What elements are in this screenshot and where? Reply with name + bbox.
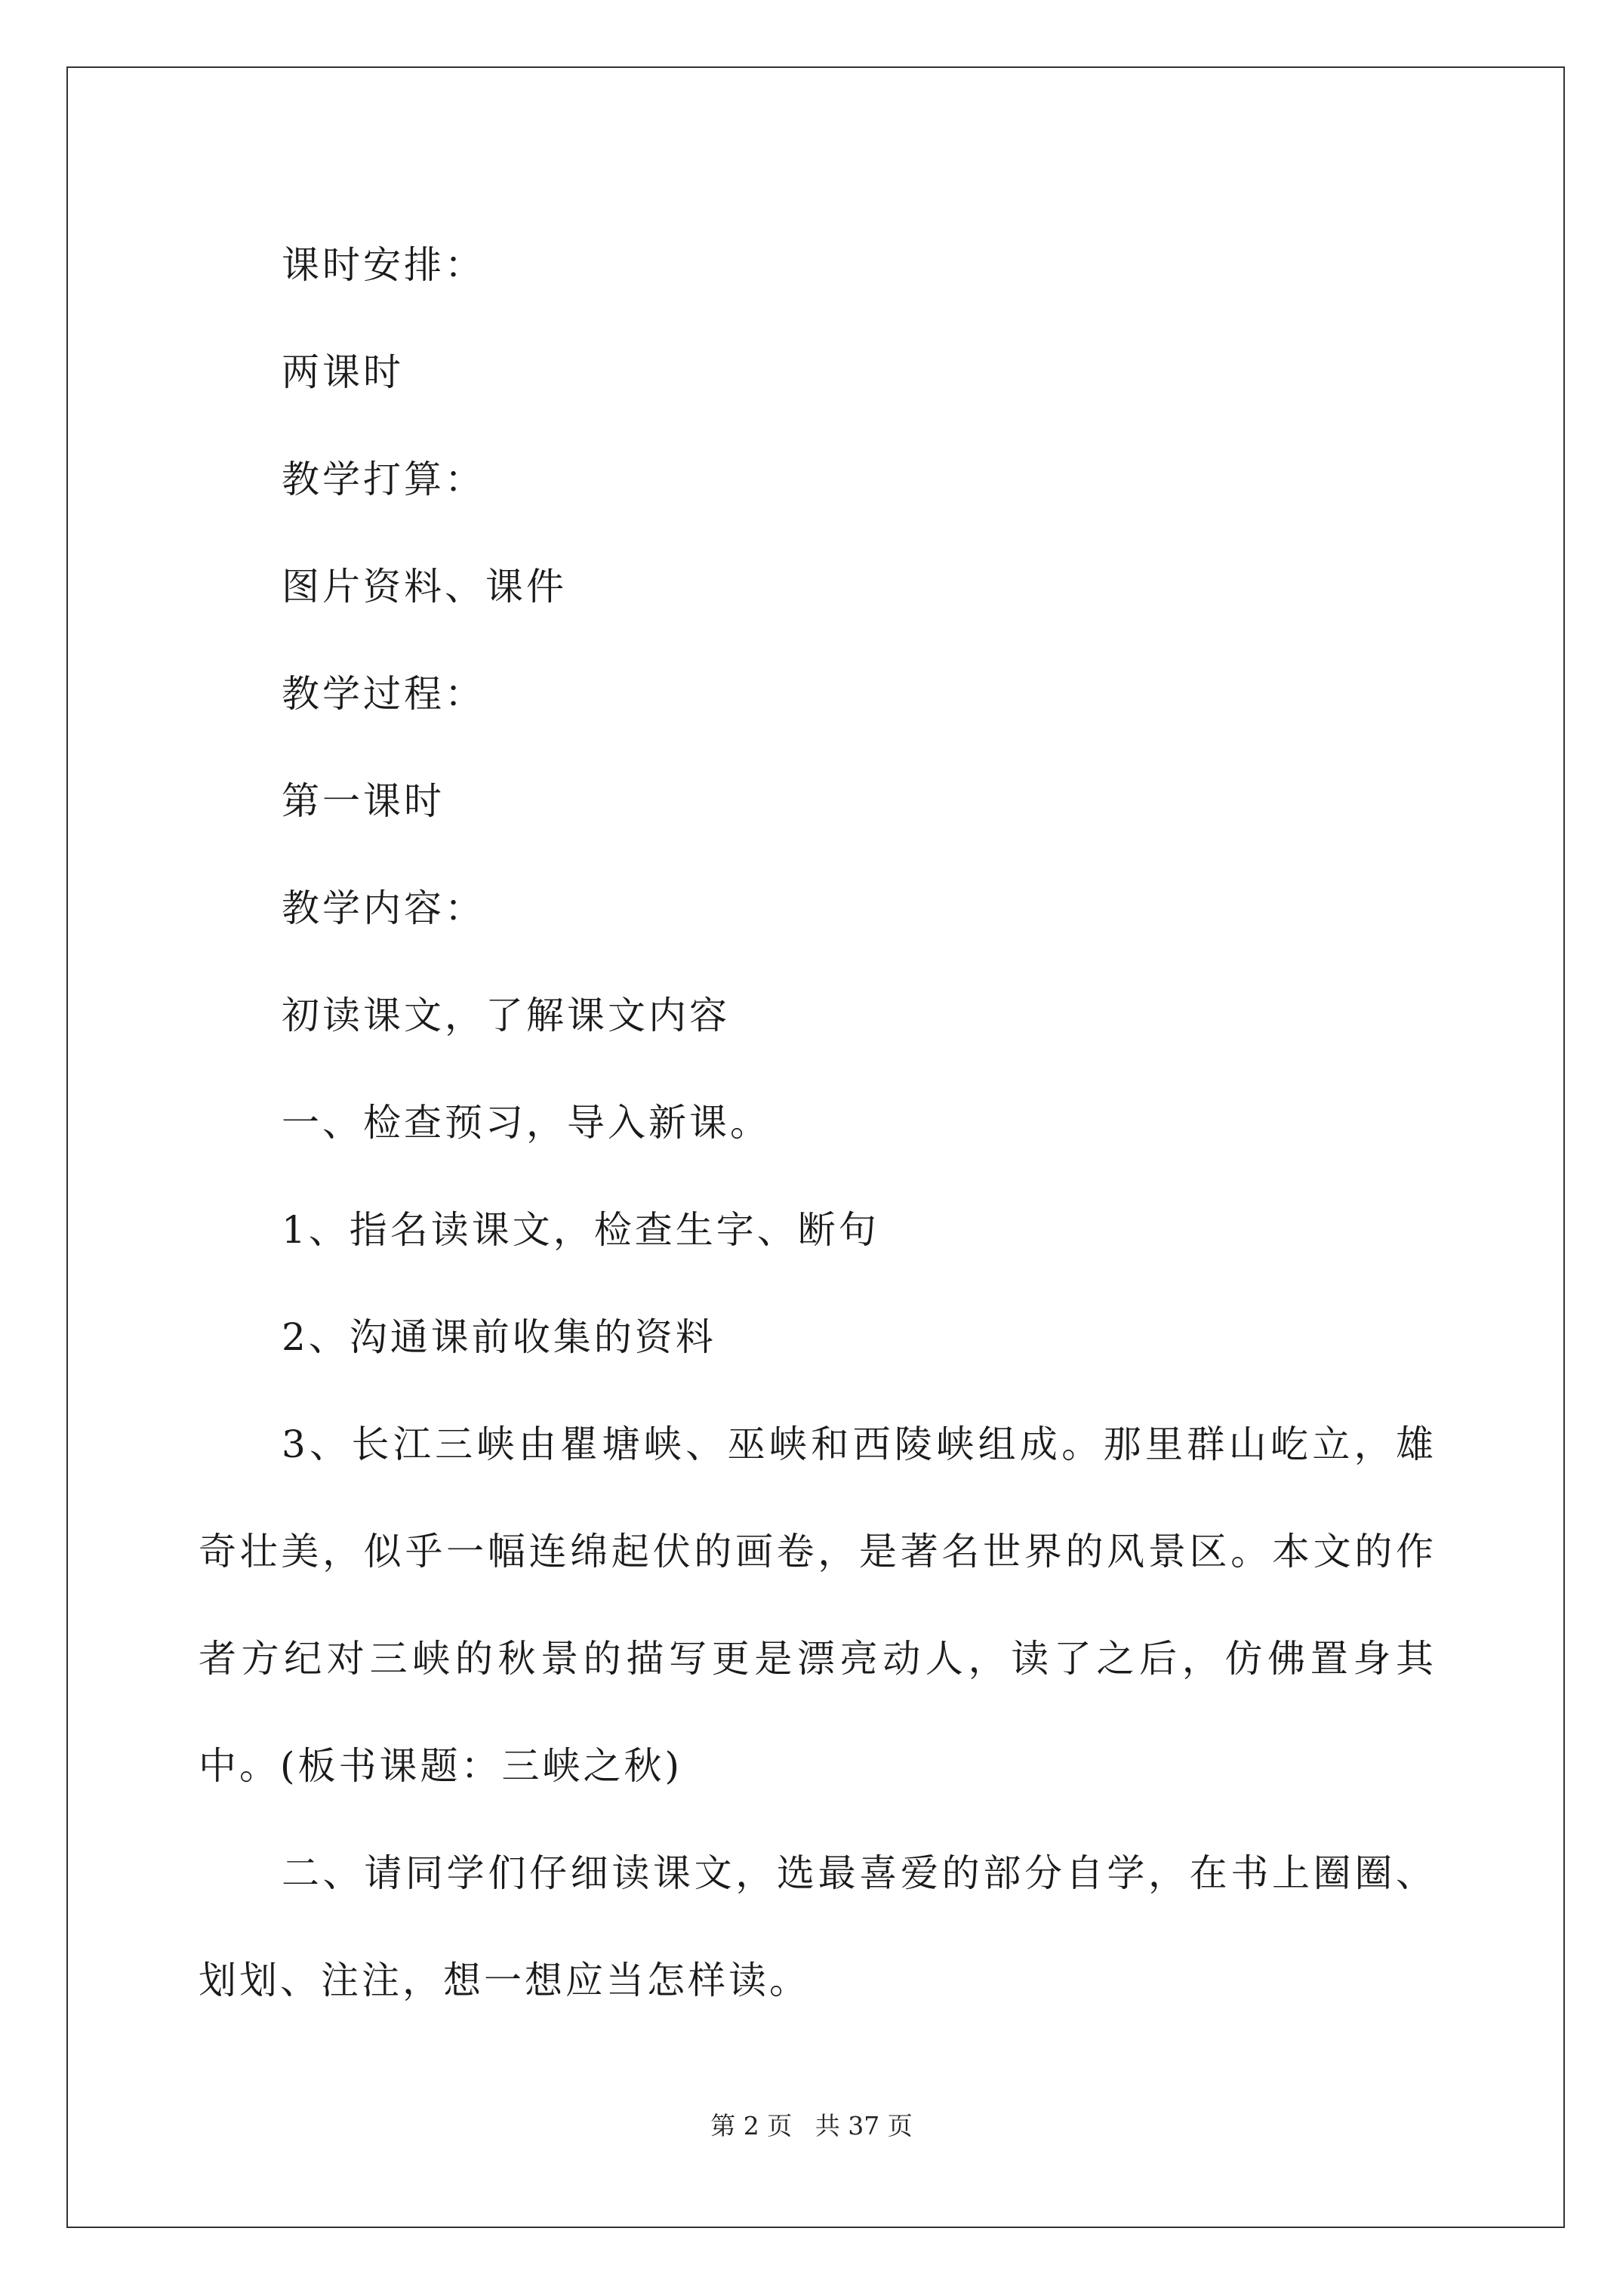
paragraph: 一、检查预习，导入新课。 (282, 1101, 771, 1145)
paragraph: 教学打算： (282, 458, 485, 501)
page-footer (0, 2106, 1623, 2142)
paragraph: 课时安排： (282, 243, 485, 287)
page-number: 第 2 页 (710, 2111, 793, 2140)
paragraph: 二、请同学们仔细读课文，选最喜爱的部分自学，在书上圈圈、划划、注注，想一想应当怎样读。 (199, 1851, 1437, 2002)
paragraph: 2、沟通课前收集的资料 (282, 1315, 716, 1359)
paragraph: 教学过程： (282, 672, 485, 716)
paragraph: 教学内容： (282, 886, 485, 930)
page-total: 共 37 页 (815, 2111, 913, 2140)
paragraph: 两课时 (282, 350, 404, 394)
paragraph: 图片资料、课件 (282, 565, 567, 609)
paragraph: 3、长江三峡由瞿塘峡、巫峡和西陵峡组成。那里群山屹立，雄奇壮美，似乎一幅连绵起伏的画卷，是著名世界的风景区。本文的作者方纪对三峡的秋景的描写更是漂亮动人，读了之后，仿佛置身其中。(板书课题：三峡之秋) (199, 1422, 1437, 1788)
document-body (199, 211, 1437, 2034)
paragraph: 第一课时 (282, 779, 445, 823)
paragraph: 初读课文，了解课文内容 (282, 994, 730, 1037)
paragraph: 1、指名读课文，检查生字、断句 (282, 1208, 879, 1252)
